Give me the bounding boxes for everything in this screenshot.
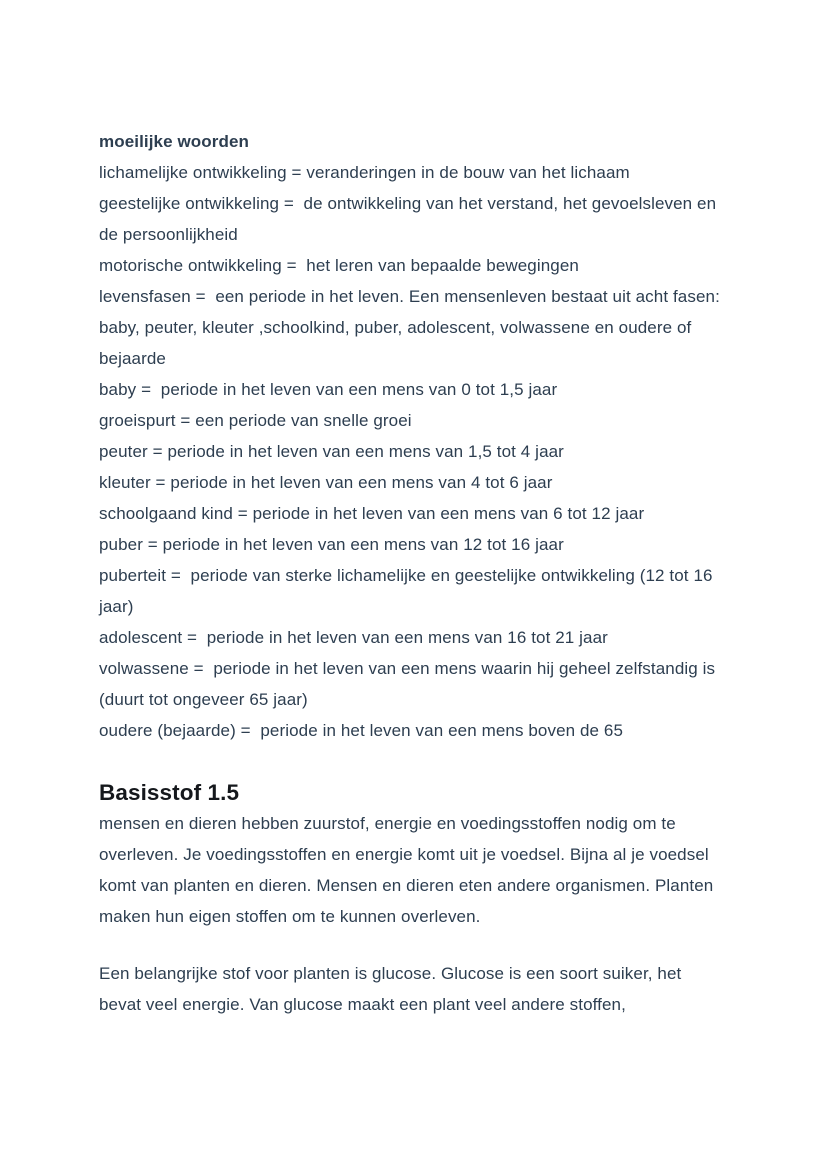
- glossary-entry: puberteit = periode van sterke lichamelijke en geestelijke ontwikkeling (12 tot 16 jaar): [99, 566, 718, 616]
- glossary-entry: volwassene = periode in het leven van een mens waarin hij geheel zelfstandig is (duurt tot ongeveer 65 jaar): [99, 659, 720, 709]
- glossary-entry: levensfasen = een periode in het leven. Een mensenleven bestaat uit acht fasen: baby, peuter, kleuter ,schoolkind, puber, adolescent, volwassene en oudere of bejaarde: [99, 287, 725, 368]
- glossary-entry: adolescent = periode in het leven van een mens van 16 tot 21 jaar: [99, 628, 608, 647]
- glossary-list: [99, 157, 727, 746]
- glossary-entry: peuter = periode in het leven van een mens van 1,5 tot 4 jaar: [99, 442, 564, 461]
- glossary-entry: baby = periode in het leven van een mens van 0 tot 1,5 jaar: [99, 380, 558, 399]
- glossary-entry: puber = periode in het leven van een mens van 12 tot 16 jaar: [99, 535, 564, 554]
- body-paragraph: mensen en dieren hebben zuurstof, energie en voedingsstoffen nodig om te overleven. Je voedingsstoffen en energie komt uit je voedsel. Bijna al je voedsel komt van planten en dieren. Mensen en dieren eten andere organismen. Planten maken hun eigen stoffen om te kunnen overleven.: [99, 814, 719, 926]
- section-heading: Basisstof 1.5: [99, 780, 240, 805]
- glossary-entry: lichamelijke ontwikkeling = veranderingen in de bouw van het lichaam: [99, 163, 630, 182]
- glossary-heading: moeilijke woorden: [99, 132, 250, 151]
- glossary-entry: geestelijke ontwikkeling = de ontwikkeling van het verstand, het gevoelsleven en de persoonlijkheid: [99, 194, 721, 244]
- glossary-entry: schoolgaand kind = periode in het leven van een mens van 6 tot 12 jaar: [99, 504, 645, 523]
- paragraph-gap: [99, 932, 727, 958]
- glossary-entry: groeispurt = een periode van snelle groei: [99, 411, 412, 430]
- glossary-entry: motorische ontwikkeling = het leren van bepaalde bewegingen: [99, 256, 579, 275]
- document-content: [99, 126, 727, 1020]
- glossary-entry: oudere (bejaarde) = periode in het leven van een mens boven de 65: [99, 721, 624, 740]
- section-gap: [99, 746, 727, 777]
- glossary-entry: kleuter = periode in het leven van een mens van 4 tot 6 jaar: [99, 473, 553, 492]
- body-paragraph: Een belangrijke stof voor planten is glucose. Glucose is een soort suiker, het bevat veel energie. Van glucose maakt een plant veel andere stoffen,: [99, 964, 687, 1014]
